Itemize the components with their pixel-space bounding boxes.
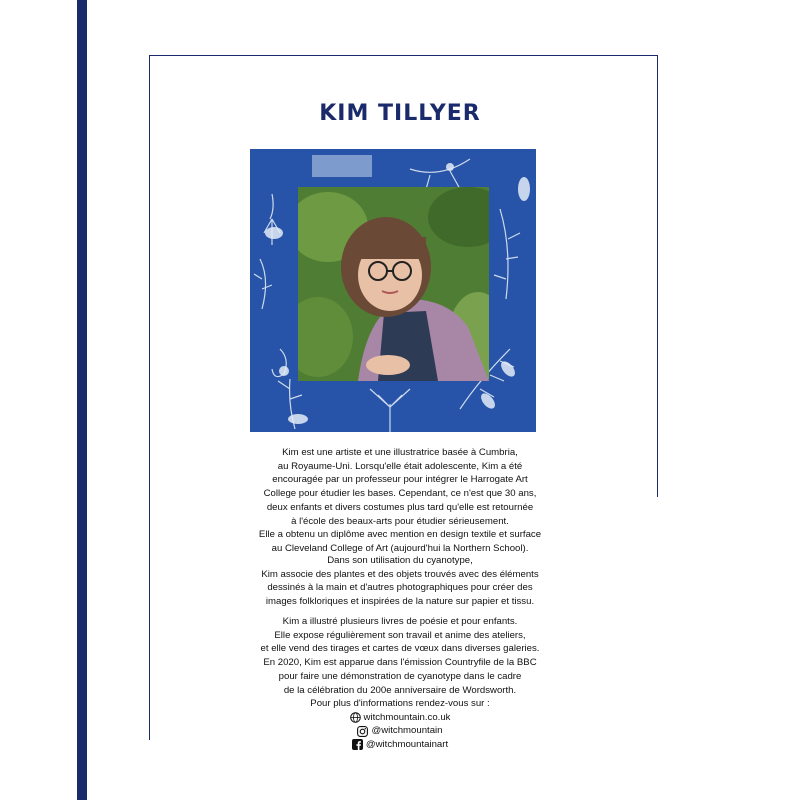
text-line: au Cleveland College of Art (aujourd'hui la Northern School). [271,542,529,554]
text-line: à l'école des beaux-arts pour étudier sérieusement. [291,515,509,527]
text-line: College pour étudier les bases. Cependant, ce n'est que 30 ans, [263,488,537,500]
page-title: KIM TILLYER [319,101,481,126]
facebook-icon [352,739,363,750]
globe-icon [350,712,361,723]
text-line: En 2020, Kim est apparue dans l'émission Countryfile de la BBC [263,657,537,669]
text-line: Dans son utilisation du cyanotype, [327,555,473,566]
instagram-text: @witchmountain [371,725,443,737]
text-line: pour faire une démonstration de cyanotype dans le cadre [278,670,522,682]
text-line: de la célébration du 200e anniversaire de Wordsworth. [283,684,517,696]
frame-line-top [149,55,657,56]
bio-paragraph-1 [200,446,600,556]
website-link[interactable] [200,711,600,725]
text-line: Elle expose régulièrement son travail et anime des ateliers, [274,629,526,641]
text-line: dessinés à la main et d'autres photographiques pour créer des [267,582,533,594]
text-line: au Royaume-Uni. Lorsqu'elle était adolescente, Kim a été [277,460,523,472]
text-line: encouragée par un professeur pour intégrer le Harrogate Art [272,474,528,486]
text-line: Kim associe des plantes et des objets trouvés avec des éléments [261,568,539,580]
website-text: witchmountain.co.uk [363,711,451,723]
text-line: Elle a obtenu un diplôme avec mention en design textile et surface [258,529,542,541]
text-line: Kim est une artiste et une illustratrice basée à Cumbria, [282,447,518,458]
instagram-icon [357,726,368,737]
contact-intro: Pour plus d'informations rendez-vous sur : [310,698,490,709]
text-line: images folkloriques et inspirées de la nature sur papier et tissu. [265,596,535,608]
facebook-link[interactable] [200,738,600,752]
artist-portrait-photo [298,187,489,381]
contact-block [200,697,600,752]
text-line: deux enfants et divers costumes plus tard qu'elle est retournée [266,501,534,513]
text-line: et elle vend des tirages et cartes de vœux dans diverses galeries. [260,643,540,655]
frame-line-left [149,55,150,740]
instagram-link[interactable] [200,724,600,738]
bio-paragraph-3 [200,615,600,697]
text-line: Kim a illustré plusieurs livres de poésie et pour enfants. [282,616,518,627]
bio-paragraph-2 [200,554,600,609]
facebook-text: @witchmountainart [365,739,449,751]
